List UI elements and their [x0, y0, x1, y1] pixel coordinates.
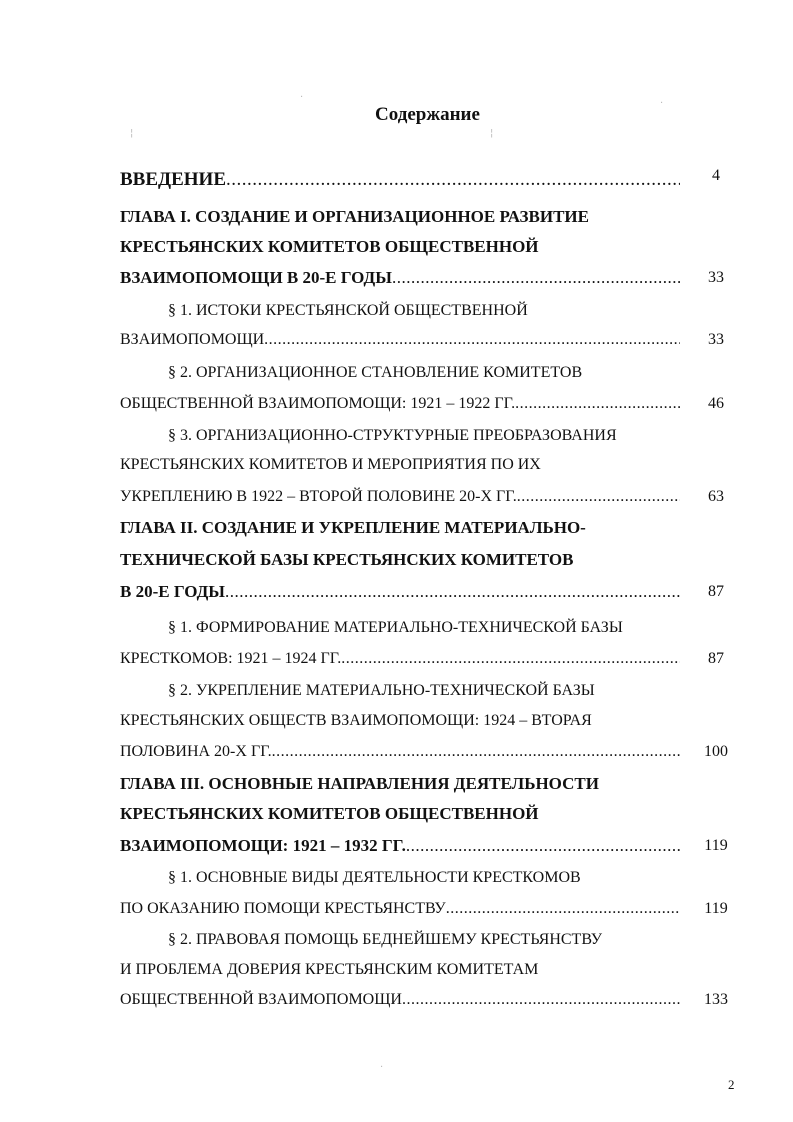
- toc-leader-dots: [226, 168, 680, 192]
- toc-entry-line: [120, 235, 680, 259]
- toc-entry-text: ГЛАВА II. СОЗДАНИЕ И УКРЕПЛЕНИЕ МАТЕРИАЛЬНО-: [120, 518, 586, 537]
- toc-entry-text: В 20-Е ГОДЫ: [120, 582, 225, 601]
- scan-speck: ¦: [130, 128, 134, 139]
- toc-entry-text: § 1. ОСНОВНЫЕ ВИДЫ ДЕЯТЕЛЬНОСТИ КРЕСТКОМОВ: [168, 869, 581, 886]
- toc-entry-text: КРЕСТКОМОВ: 1921 – 1924 ГГ.: [120, 650, 342, 667]
- toc-entry-text: ПОЛОВИНА 20-Х ГГ.: [120, 743, 272, 760]
- toc-page-number: 46: [708, 395, 724, 412]
- toc-entry-line: [120, 866, 680, 890]
- toc-entry-text: § 1. ФОРМИРОВАНИЕ МАТЕРИАЛЬНО-ТЕХНИЧЕСКОЙ БАЗЫ: [168, 619, 623, 636]
- toc-leader-dots: [341, 647, 680, 671]
- toc-entry-text: § 1. ИСТОКИ КРЕСТЬЯНСКОЙ ОБЩЕСТВЕННОЙ: [168, 302, 528, 319]
- toc-page-number: 133: [704, 991, 728, 1008]
- toc-page-number: 4: [712, 167, 720, 184]
- toc-entry-line: [120, 266, 680, 290]
- toc-entry-line: [120, 802, 680, 826]
- toc-entry-text: ГЛАВА I. СОЗДАНИЕ И ОРГАНИЗАЦИОННОЕ РАЗВИТИЕ: [120, 207, 589, 226]
- toc-leader-dots: [517, 485, 680, 509]
- toc-page-number: 63: [708, 488, 724, 505]
- toc-entry-text: КРЕСТЬЯНСКИХ КОМИТЕТОВ И МЕРОПРИЯТИЯ ПО ИХ: [120, 456, 541, 473]
- toc-entry-text: ВЗАИМОПОМОЩИ: 1921 – 1932 ГГ.: [120, 836, 406, 855]
- toc-entry-line: [120, 299, 680, 323]
- toc-entry-line: [120, 647, 680, 671]
- toc-leader-dots: [515, 392, 680, 416]
- toc-entry-text: КРЕСТЬЯНСКИХ КОМИТЕТОВ ОБЩЕСТВЕННОЙ: [120, 804, 539, 823]
- toc-page-number: 33: [708, 331, 724, 348]
- toc-entry-line: [120, 168, 680, 192]
- toc-entry-line: [120, 616, 680, 640]
- toc-entry-line: [120, 392, 680, 416]
- toc-page-number: 87: [708, 650, 724, 667]
- toc-entry-text: ГЛАВА III. ОСНОВНЫЕ НАПРАВЛЕНИЯ ДЕЯТЕЛЬНОСТИ: [120, 774, 599, 793]
- toc-entry-text: КРЕСТЬЯНСКИХ КОМИТЕТОВ ОБЩЕСТВЕННОЙ: [120, 237, 539, 256]
- scan-speck: ·: [660, 98, 664, 109]
- toc-entry-text: ВВЕДЕНИЕ: [120, 169, 226, 190]
- toc-entry-line: [120, 453, 680, 477]
- toc-entry-text: ВЗАИМОПОМОЩИ В 20-Е ГОДЫ: [120, 268, 392, 287]
- toc-leader-dots: [392, 266, 680, 290]
- toc-entry-line: [120, 328, 680, 352]
- toc-page-number: 87: [708, 583, 724, 600]
- toc-leader-dots: [225, 580, 680, 604]
- toc-leader-dots: [406, 834, 680, 858]
- toc-entry-line: [120, 740, 680, 764]
- toc-entry-text: И ПРОБЛЕМА ДОВЕРИЯ КРЕСТЬЯНСКИМ КОМИТЕТАМ: [120, 961, 539, 978]
- scan-speck: ·: [300, 92, 304, 103]
- toc-entry-text: § 2. УКРЕПЛЕНИЕ МАТЕРИАЛЬНО-ТЕХНИЧЕСКОЙ БАЗЫ: [168, 682, 595, 699]
- toc-entry-line: [120, 928, 680, 952]
- toc-entry-line: [120, 679, 680, 703]
- toc-page-number: 119: [704, 900, 728, 917]
- toc-entry-line: [120, 772, 680, 796]
- page-title: Содержание: [375, 104, 480, 125]
- toc-entry-text: § 3. ОРГАНИЗАЦИОННО-СТРУКТУРНЫЕ ПРЕОБРАЗОВАНИЯ: [168, 427, 617, 444]
- toc-entry-line: [120, 361, 680, 385]
- toc-entry-line: [120, 548, 680, 572]
- toc-entry-line: [120, 205, 680, 229]
- toc-entry-line: [120, 580, 680, 604]
- scan-speck: ¦: [490, 128, 494, 139]
- toc-entry-line: [120, 709, 680, 733]
- page-number: 2: [728, 1077, 735, 1092]
- toc-entry-text: ОБЩЕСТВЕННОЙ ВЗАИМОПОМОЩИ: 1921 – 1922 ГГ.: [120, 395, 516, 412]
- toc-entry-text: § 2. ОРГАНИЗАЦИОННОЕ СТАНОВЛЕНИЕ КОМИТЕТОВ: [168, 364, 583, 381]
- toc-entry-line: [120, 424, 680, 448]
- toc-entry-text: ВЗАИМОПОМОЩИ: [120, 331, 265, 348]
- toc-entry-line: [120, 485, 680, 509]
- toc-entry-text: § 2. ПРАВОВАЯ ПОМОЩЬ БЕДНЕЙШЕМУ КРЕСТЬЯНСТВУ: [168, 931, 603, 948]
- toc-page-number: 119: [704, 837, 728, 854]
- toc-leader-dots: [264, 328, 680, 352]
- toc-leader-dots: [446, 897, 680, 921]
- toc-entry-line: [120, 988, 680, 1012]
- scan-speck: ·: [380, 1062, 384, 1073]
- toc-entry-text: ПО ОКАЗАНИЮ ПОМОЩИ КРЕСТЬЯНСТВУ: [120, 900, 446, 917]
- toc-entry-line: [120, 897, 680, 921]
- toc-entry-line: [120, 516, 680, 540]
- toc-entry-line: [120, 958, 680, 982]
- toc-entry-text: ТЕХНИЧЕСКОЙ БАЗЫ КРЕСТЬЯНСКИХ КОМИТЕТОВ: [120, 550, 574, 569]
- toc-page-number: 33: [708, 269, 724, 286]
- toc-leader-dots: [402, 988, 680, 1012]
- toc-entry-text: ОБЩЕСТВЕННОЙ ВЗАИМОПОМОЩИ: [120, 991, 402, 1008]
- toc-leader-dots: [272, 740, 680, 764]
- toc-entry-text: УКРЕПЛЕНИЮ В 1922 – ВТОРОЙ ПОЛОВИНЕ 20-Х ГГ.: [120, 488, 517, 505]
- toc-entry-text: КРЕСТЬЯНСКИХ ОБЩЕСТВ ВЗАИМОПОМОЩИ: 1924 – ВТОРАЯ: [120, 712, 592, 729]
- toc-page-number: 100: [704, 743, 728, 760]
- toc-entry-line: [120, 834, 680, 858]
